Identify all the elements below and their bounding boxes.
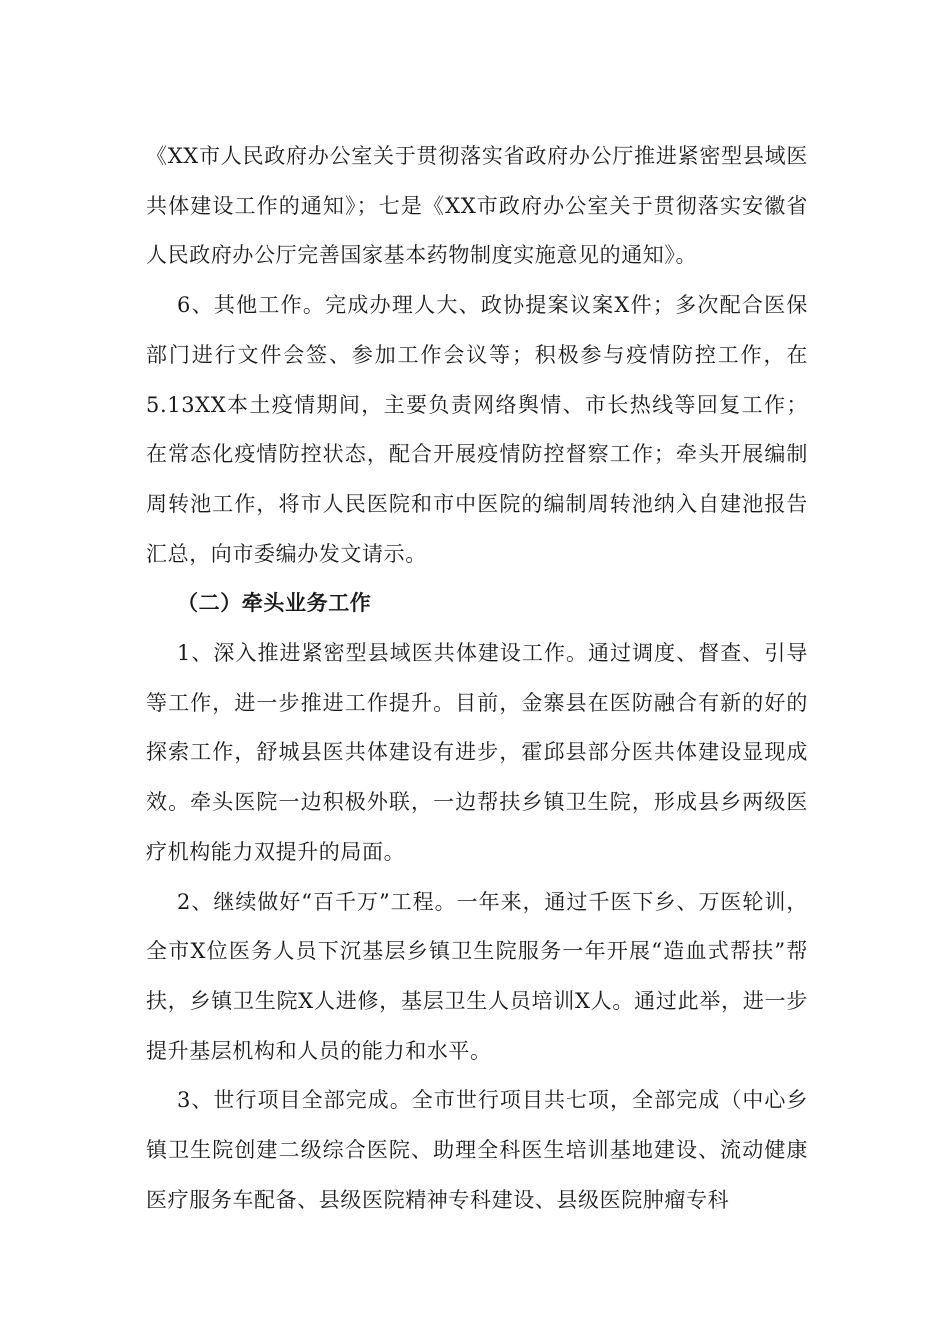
document-body	[146, 132, 808, 1225]
paragraph-county-medical-community: 1、深入推进紧密型县域医共体建设工作。通过调度、督查、引导等工作，进一步推进工作提升。目前，金寨县在医防融合有新的好的探索工作，舒城县医共体建设有进步，霍邱县部分医共体建设显现成效。牵头医院一边积极外联，一边帮扶乡镇卫生院，形成县乡两级医疗机构能力双提升的局面。	[146, 641, 808, 864]
paragraph-continuation: 《XX市人民政府办公室关于贯彻落实省政府办公厅推进紧密型县域医共体建设工作的通知》；七是《XX市政府办公室关于贯彻落实安徽省人民政府办公厅完善国家基本药物制度实施意见的通知》。	[146, 144, 808, 268]
section-heading: （二）牵头业务工作	[177, 591, 372, 616]
paragraph-hundred-thousand-project: 2、继续做好“百千万”工程。一年来，通过千医下乡、万医轮训，全市X位医务人员下沉基层乡镇卫生院服务一年开展“造血式帮扶”帮扶，乡镇卫生院X人进修，基层卫生人员培训X人。通过此举，进一步提升基层机构和人员的能力和水平。	[146, 889, 808, 1063]
paragraph-world-bank-project: 3、世行项目全部完成。全市世行项目共七项，全部完成（中心乡镇卫生院创建二级综合医院、助理全科医生培训基地建设、流动健康医疗服务车配备、县级医院精神专科建设、县级医院肿瘤专科	[146, 1088, 808, 1212]
paragraph-other-work: 6、其他工作。完成办理人大、政协提案议案X件；多次配合医保部门进行文件会签、参加工作会议等；积极参与疫情防控工作，在5.13XX本土疫情期间，主要负责网络舆情、市长热线等回复工作；在常态化疫情防控状态，配合开展疫情防控督察工作；牵头开展编制周转池工作，将市人民医院和市中医院的编制周转池纳入自建池报告汇总，向市委编办发文请示。	[146, 293, 808, 566]
